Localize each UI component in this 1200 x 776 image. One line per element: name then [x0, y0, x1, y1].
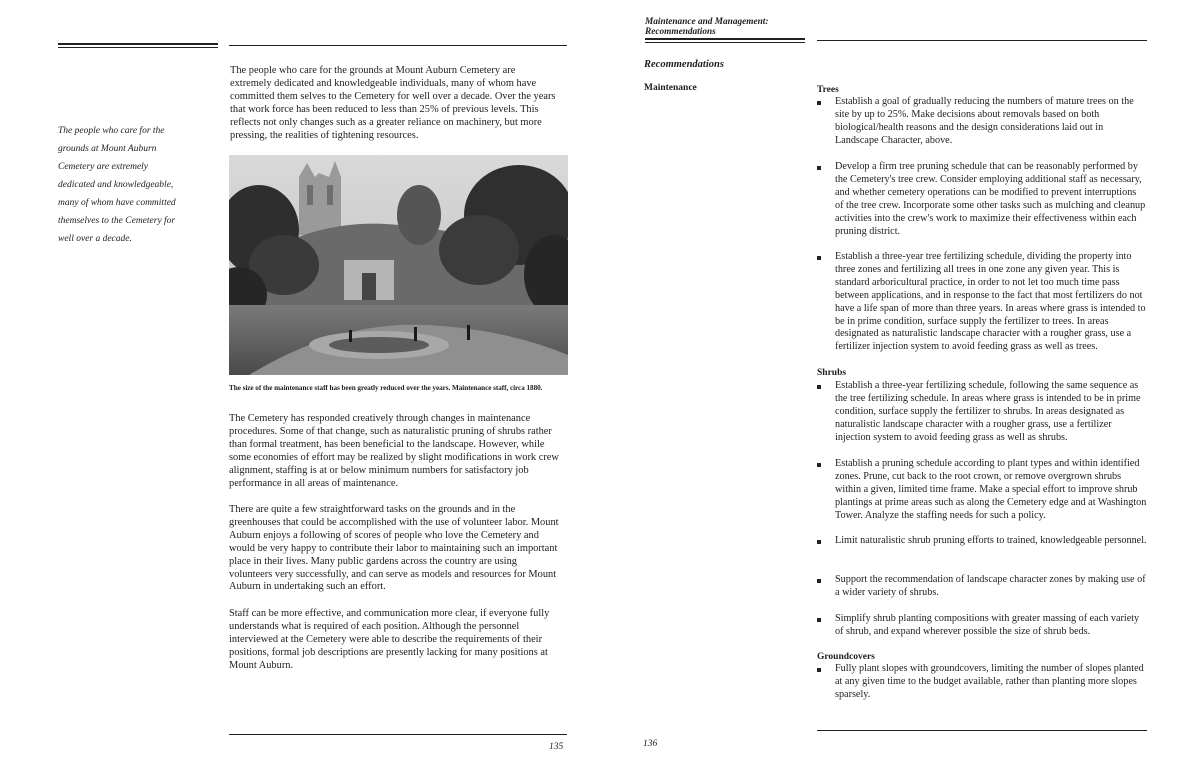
shrubs-item-2-text: Establish a pruning schedule according to plant types and within identified zones. Prune, cut back to the root crown, or remove overgrown shrubs within a given, limited time frame. Make a special effort to improve shrub plantings at prime areas such as along the Cemetery edge and at Washington Tower. Analyze the staffing needs for such a policy.	[835, 458, 1147, 521]
trees-item-2-text: Develop a firm tree pruning schedule that can be reasonably performed by the Cemetery's tree crew. Consider employing additional staff as necessary, and whether cemetery operations can be modified to prevent interruptions of the tree crew. Incorporate some other tasks such as mulching and cleanup activities into the crew's work to maximize their effectiveness within each pruning district.	[835, 161, 1146, 237]
bullet-marker	[817, 166, 821, 170]
intro-paragraph: The people who care for the grounds at Mount Auburn Cemetery are extremely dedicated and knowledgeable individuals, many of whom have committed them selves to the Cemetery for well over a decade. Over the years that work force has been reduced to less than 25% of previous levels. This reflects not only changes such as a greater reliance on machinery, but more pressing, the realities of tightening resources.	[230, 65, 556, 141]
groundcovers-item-1-text: Fully plant slopes with groundcovers, limiting the number of slopes planted at any given time to the budget available, rather than planting more slopes sparsely.	[835, 663, 1144, 700]
page-number-right: 136	[643, 739, 658, 749]
bullet-marker	[817, 101, 821, 105]
right-text-column-rule	[817, 40, 1147, 41]
trees-item-1-text: Establish a goal of gradually reducing the numbers of mature trees on the site by up to 25%. Make decisions about removals based on both biological/health reasons and the design considerations laid out in Landscape Character, above.	[835, 96, 1134, 146]
bullet-marker	[817, 579, 821, 583]
pull-quote: The people who care for the grounds at Mount Auburn Cemetery are extremely dedicated and knowledgeable, many of whom have committed themselves to the Cemetery for well over a decade.	[58, 126, 176, 244]
bullet-marker	[817, 540, 821, 544]
bullet-marker	[817, 256, 821, 260]
maintenance-staff-photo-image	[229, 155, 568, 375]
shrubs-item-2	[817, 458, 1147, 523]
shrubs-item-5-text: Simplify shrub planting compositions with greater massing of each variety of shrub, and expand wherever possible the size of shrub beds.	[835, 613, 1140, 637]
body-paragraph-1: The Cemetery has responded creatively through changes in maintenance procedures. Some of that change, such as naturalistic pruning of shrubs rather than formal treatment, has been beneficial to the landscape. However, while some economies of effort may be realized by slight modifications in work crew alignment, staffing is at or below minimum numbers for satisfactory job performance in all areas of maintenance.	[229, 413, 559, 489]
trees-heading: Trees	[817, 85, 839, 95]
trees-item-1	[817, 96, 1147, 148]
right-margin-double-rule-top	[645, 38, 805, 40]
bullet-marker	[817, 385, 821, 389]
body-paragraph-3: Staff can be more effective, and communication more clear, if everyone fully understands what is required of each position. Although the personnel interviewed at the Cemetery were able to describe the requirements of their positions, formal job descriptions are presently lacking for many positions at Mount Auburn.	[229, 608, 550, 671]
running-head-line-1: Maintenance and Management:	[645, 17, 769, 27]
shrubs-item-4	[817, 574, 1147, 600]
bullet-marker	[817, 463, 821, 467]
right-margin-double-rule-bottom	[645, 42, 805, 43]
left-footer-rule	[229, 734, 567, 735]
left-text-column-rule	[229, 45, 567, 46]
left-margin-double-rule-bottom	[58, 47, 218, 48]
bullet-marker	[817, 618, 821, 622]
shrubs-heading: Shrubs	[817, 368, 847, 378]
section-title: Recommendations	[644, 59, 724, 70]
photo-caption: The size of the maintenance staff has been greatly reduced over the years. Maintenance staff, circa 1880.	[229, 384, 543, 392]
groundcovers-heading: Groundcovers	[817, 652, 875, 662]
trees-item-3-text: Establish a three-year tree fertilizing schedule, dividing the property into three zones and fertilizing all trees in one zone any given year. This is standard arboricultural practice, in order to not let too much time pass between applications, and in response to the fact that most fertilizers do not have a life span of more than three years. In areas where grass is intended to be in prime condition, surface supply the fertilizer to trees. In areas designated as naturalistic landscape character with a rougher grass, use a fertilizer injection system to avoid feeding grass as well as trees.	[835, 251, 1146, 353]
right-footer-rule	[817, 730, 1147, 731]
shrubs-item-3	[817, 535, 1147, 548]
running-head-line-2: Recommendations	[645, 27, 716, 37]
groundcovers-item-1	[817, 663, 1147, 702]
maintenance-staff-photo	[229, 155, 568, 375]
trees-item-3	[817, 251, 1147, 354]
shrubs-item-3-text: Limit naturalistic shrub pruning efforts to trained, knowledgeable personnel.	[835, 535, 1147, 546]
page-number-left: 135	[549, 742, 564, 752]
shrubs-item-1-text: Establish a three-year fertilizing schedule, following the same sequence as the tree fertilizing schedule. In areas where grass is intended to be in prime condition, surface supply the fertilizer to shrubs. In areas designated as naturalistic landscape character with a rougher grass, use a fertilizer injection system to avoid feeding grass as well as shrubs.	[835, 380, 1141, 443]
body-paragraph-2: There are quite a few straightforward tasks on the grounds and in the greenhouses that could be accomplished with the use of volunteer labor. Mount Auburn enjoys a following of scores of people who love the Cemetery and would be very happy to contribute their labor to maintaining such an important place in their lives. Many public gardens across the country are using volunteers very successfully, and can serve as models and resources for Mount Auburn in undertaking such an effort.	[229, 504, 559, 593]
shrubs-item-5	[817, 613, 1147, 639]
left-margin-double-rule-top	[58, 43, 218, 45]
trees-item-2	[817, 161, 1147, 238]
shrubs-item-1	[817, 380, 1147, 445]
shrubs-item-4-text: Support the recommendation of landscape character zones by making use of a wider variety of shrubs.	[835, 574, 1146, 598]
side-label-maintenance: Maintenance	[644, 83, 697, 93]
bullet-marker	[817, 668, 821, 672]
